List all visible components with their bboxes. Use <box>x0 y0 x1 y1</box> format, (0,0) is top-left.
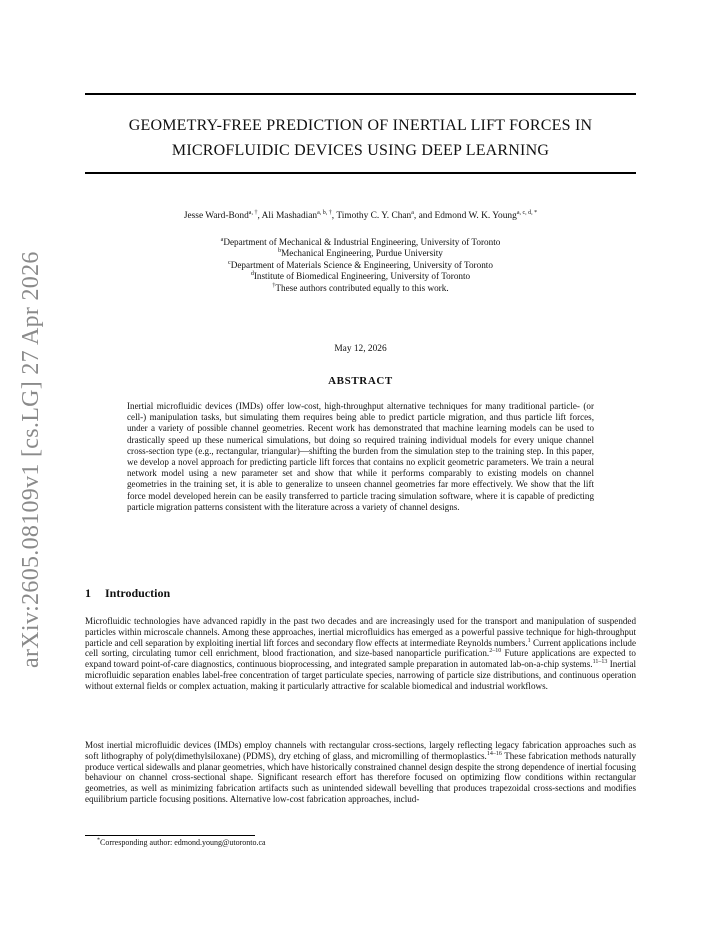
author-separator: , <box>331 211 337 221</box>
citation: 1 <box>527 637 531 644</box>
citation: 11–13 <box>592 659 608 666</box>
abstract-text: Inertial microfluidic devices (IMDs) offer low-cost, high-throughput alternative techniques for many traditional particle- (or cell-) manipulation tasks, but simulating them requires being able to predict particle migration, and thus particle lift forces, under a variety of possible channel geometries. Recent work has demonstrated that machine learning models can be used to drastically speed up these numerical simulations, but doing so required training individual models for every unique channel cross-section type (e.g., rectangular, triangular)—shifting the burden from the simulation step to the training step. In this paper, we develop a novel approach for predicting particle lift forces that contains no explicit geometric parameters. We train a neural network model using a new parameter set and show that while it performs comparably to existing models on channel geometries in the training set, it is able to generalize to unseen channel geometries far more effectively. We show that the lift force model developed herein can be easily transferred to particle tracing simulation software, where it is capable of predicting particle migration patterns consistent with the literature across a variety of channel designs. <box>127 401 594 512</box>
author-separator: , and <box>413 211 435 221</box>
author-list <box>85 211 636 221</box>
author-marks: a, † <box>248 209 258 216</box>
intro-paragraph-2 <box>85 740 636 805</box>
paper-date: May 12, 2026 <box>334 344 387 354</box>
paragraph-text: These fabrication methods naturally produce vertical sidewalls and planar geometries, which have historically constrained channel design despite the strong dependence of inertial focusing behaviour on channel cross-sectional shape. Significant research effort has therefore focused on optimizing flow conditions within rectangular geometries, as well as minimizing fabrication artifacts such as unintended sidewall bevelling that produces trapezoidal cross-sections and modifies equilibrium particle focusing positions. Alternative low-cost fabrication approaches, includ- <box>85 750 636 804</box>
affiliation-text: These authors contributed equally to this work. <box>275 282 449 293</box>
title-rule-top <box>85 93 636 95</box>
author-marks: a, b, † <box>317 209 332 216</box>
affiliation-mark: † <box>272 282 276 289</box>
affiliation-text: Mechanical Engineering, Purdue University <box>281 248 443 259</box>
author-separator: , <box>257 211 262 221</box>
section-heading <box>85 586 170 601</box>
affiliation-mark: b <box>278 248 282 255</box>
affiliation-line <box>85 271 636 282</box>
citation: 2–10 <box>489 648 502 655</box>
section-title: Introduction <box>105 586 171 600</box>
author-name: Ali Mashadian <box>261 211 318 221</box>
author-name: Edmond W. K. Young <box>434 211 517 221</box>
paragraph-text: Most inertial microfluidic devices (IMDs) employ channels with rectangular cross-sections, largely reflecting legacy fabrication approaches such as soft lithography of poly(dimethylsiloxane) (PDMS), dry etching of glass, and micromilling of thermoplastics. <box>85 740 636 761</box>
arxiv-identifier: arXiv:2605.08109v1 [cs.LG] 27 Apr 2026 <box>18 251 44 668</box>
affiliation-text: Department of Materials Science & Engineering, University of Toronto <box>230 259 493 270</box>
footnote-text: Corresponding author: edmond.young@utoronto.ca <box>100 838 266 847</box>
citation: 14–16 <box>486 750 502 757</box>
footnote-rule <box>85 835 255 836</box>
affiliation-list <box>85 237 636 294</box>
paragraph-text: Current applications include cell sorting, circulating tumor cell enrichment, blood fractionation, and size-based nanoparticle purification. <box>85 637 636 659</box>
author-name: Timothy C. Y. Chan <box>336 211 412 221</box>
paper-title: GEOMETRY-FREE PREDICTION OF INERTIAL LIFT FORCES IN MICROFLUIDIC DEVICES USING DEEP LEARNING <box>128 117 593 159</box>
affiliation-mark: a <box>220 236 224 243</box>
footnote <box>97 838 266 847</box>
affiliation-line <box>85 248 636 259</box>
intro-paragraph-1 <box>85 616 636 692</box>
title-rule-bottom <box>85 172 636 174</box>
affiliation-text: Department of Mechanical & Industrial Engineering, University of Toronto <box>223 237 501 247</box>
affiliation-line <box>85 237 636 248</box>
footnote-mark: * <box>97 837 100 844</box>
affiliation-text: Institute of Biomedical Engineering, University of Toronto <box>253 271 471 282</box>
paragraph-text: Inertial microfluidic separation enables label-free concentration of target particulate species, narrowing of particle size distributions, and continuous operation without external fields or complex actuation, making it particularly attractive for scalable biomedical and industrial workflows. <box>85 659 637 691</box>
affiliation-line <box>85 283 636 294</box>
abstract-heading: ABSTRACT <box>328 375 393 387</box>
paragraph-text: Future applications are expected to expand toward point-of-care diagnostics, continuous bioprocessing, and integrated sample preparation in automated lab-on-a-chip systems. <box>85 648 636 670</box>
author-name: Jesse Ward-Bond <box>183 211 249 221</box>
author-marks: a, c, d, * <box>516 209 538 216</box>
author-marks: a <box>411 209 414 216</box>
affiliation-mark: c <box>228 259 231 266</box>
affiliation-mark: d <box>250 271 254 278</box>
section-number: 1 <box>85 586 91 600</box>
paragraph-text: Microfluidic technologies have advanced rapidly in the past two decades and are increasingly used for the transport and manipulation of suspended particles within microscale channels. Among these approaches, inertial microfluidics has emerged as a powerful passive technique for high-throughput particle and cell separation by exploiting inertial lift forces and secondary flow effects at intermediate Reynolds numbers. <box>85 616 636 648</box>
affiliation-line <box>85 260 636 271</box>
